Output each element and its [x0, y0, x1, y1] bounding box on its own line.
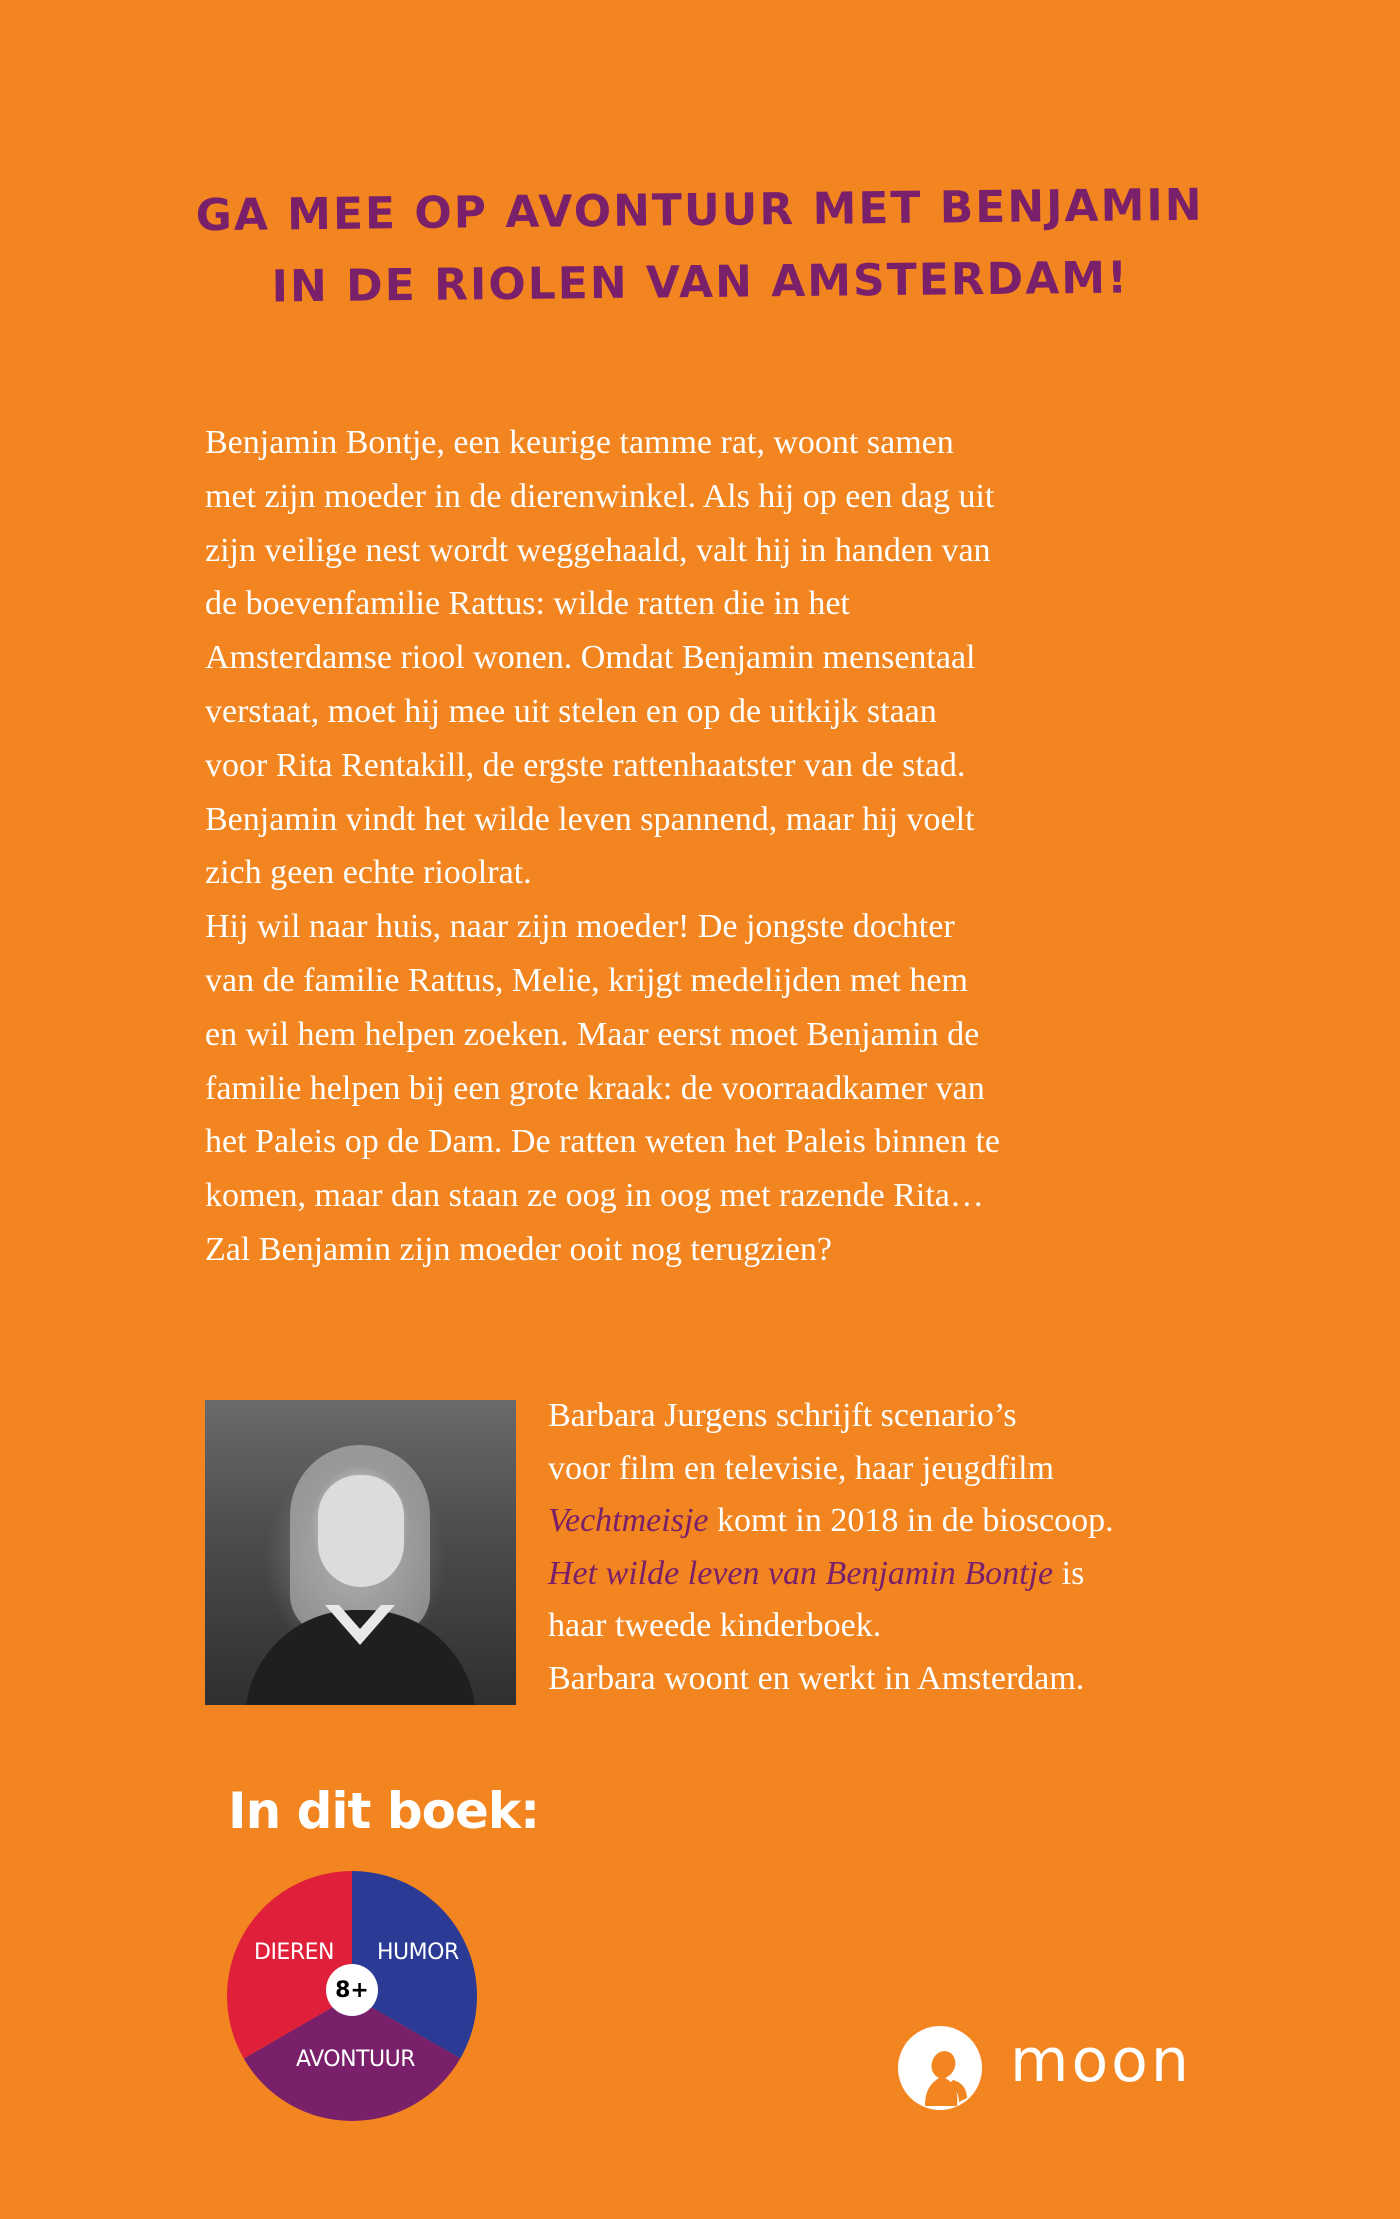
blurb-line: Amsterdamse riool wonen. Omdat Benjamin mensentaal: [205, 639, 976, 677]
author-photo-face: [318, 1475, 404, 1587]
publisher-name: moon: [1010, 2026, 1192, 2096]
genre-label-dieren: DIEREN: [254, 1940, 334, 1965]
blurb-line: met zijn moeder in de dierenwinkel. Als hij op een dag uit: [205, 477, 995, 515]
blurb-text: [205, 416, 1195, 1277]
author-bio-line: [548, 1495, 1208, 1548]
author-bio: [548, 1390, 1208, 1705]
blurb-line: komen, maar dan staan ze oog in oog met razende Rita…: [205, 1177, 984, 1215]
genre-label-humor: HUMOR: [377, 1940, 459, 1965]
blurb-line: Hij wil naar huis, naar zijn moeder! De jongste dochter: [205, 908, 955, 946]
blurb-line: Benjamin Bontje, een keurige tamme rat, woont samen: [205, 424, 954, 461]
author-photo-shoulders: [245, 1610, 476, 1705]
author-photo: [205, 1400, 516, 1705]
author-bio-line: Barbara Jurgens schrijft scenario’s: [548, 1397, 1017, 1434]
author-bio-line: Barbara woont en werkt in Amsterdam.: [548, 1659, 1085, 1697]
author-bio-line: [548, 1548, 1208, 1601]
headline-line-1: GA MEE OP AVONTUUR MET BENJAMIN: [195, 179, 1204, 242]
age-badge: 8+: [326, 1964, 378, 2016]
blurb-line: Benjamin vindt het wilde leven spannend, maar hij voelt: [205, 800, 975, 838]
blurb-line: het Paleis op de Dam. De ratten weten het Paleis binnen te: [205, 1123, 1000, 1161]
blurb-line: familie helpen bij een grote kraak: de voorraadkamer van: [205, 1069, 985, 1107]
blurb-line: en wil hem helpen zoeken. Maar eerst moet Benjamin de: [205, 1015, 980, 1053]
blurb-line: zich geen echte rioolrat.: [205, 854, 532, 892]
author-bio-line: voor film en televisie, haar jeugdfilm: [548, 1449, 1055, 1487]
headline: [0, 168, 1400, 327]
author-bio-line: haar tweede kinderboek.: [548, 1607, 882, 1644]
genre-heading: In dit boek:: [228, 1782, 540, 1840]
film-title: Vechtmeisje: [548, 1502, 709, 1539]
book-title: Het wilde leven van Benjamin Bontje: [548, 1554, 1054, 1592]
blurb-line: voor Rita Rentakill, de ergste rattenhaatster van de stad.: [205, 746, 966, 784]
headline-line-2: IN DE RIOLEN VAN AMSTERDAM!: [271, 252, 1130, 313]
genre-label-avontuur: AVONTUUR: [296, 2047, 416, 2072]
blurb-line: van de familie Rattus, Melie, krijgt medelijden met hem: [205, 961, 968, 999]
blurb-line: de boevenfamilie Rattus: wilde ratten die in het: [205, 585, 850, 623]
author-bio-fragment: is: [1053, 1554, 1085, 1592]
blurb-line: verstaat, moet hij mee uit stelen en op de uitkijk staan: [205, 692, 937, 730]
blurb-line: zijn veilige nest wordt weggehaald, valt hij in handen van: [205, 531, 991, 569]
author-bio-fragment: komt in 2018 in de bioscoop.: [708, 1502, 1114, 1539]
blurb-line: Zal Benjamin zijn moeder ooit nog terugzien?: [205, 1230, 832, 1268]
